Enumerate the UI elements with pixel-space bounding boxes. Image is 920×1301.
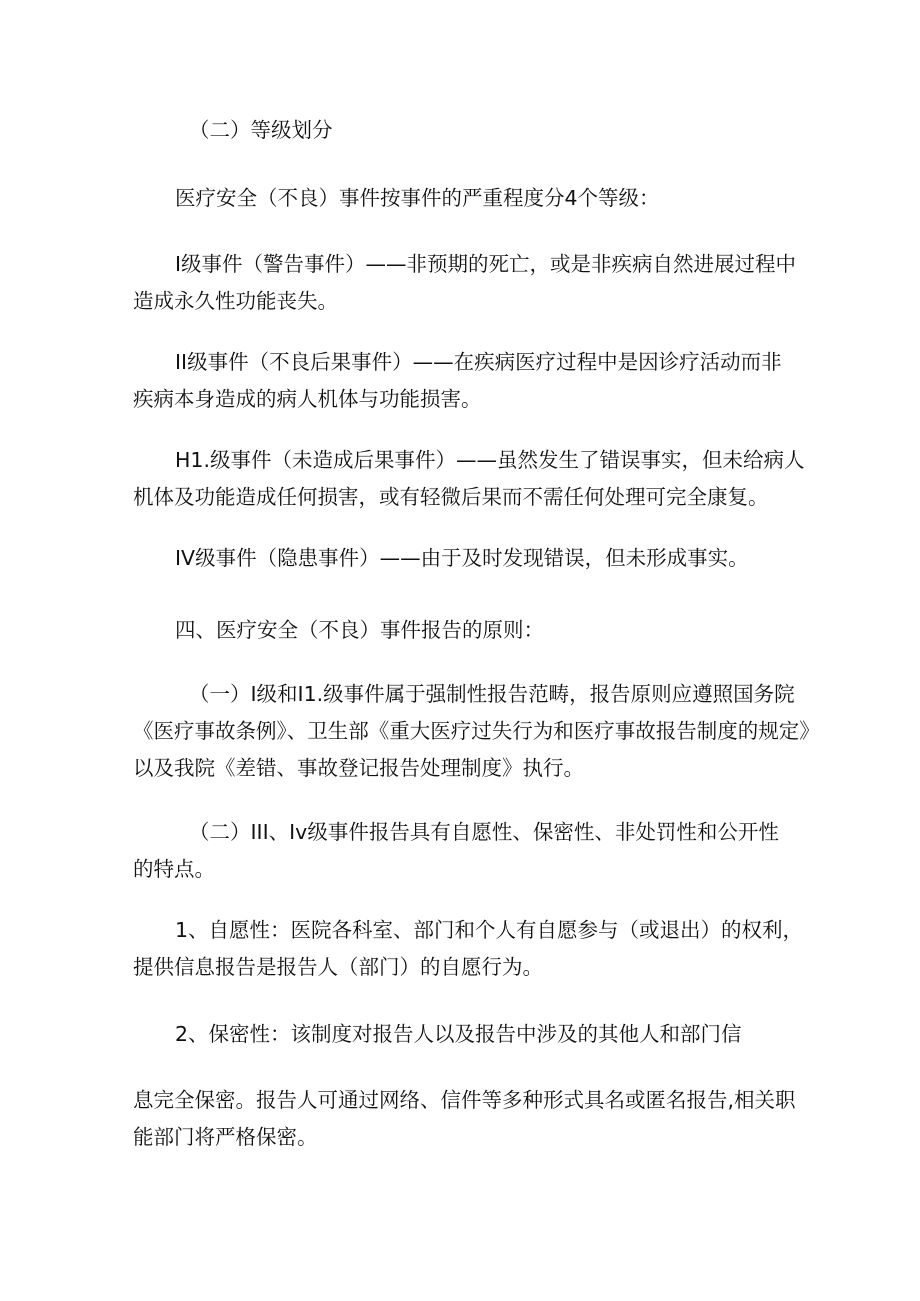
text-line: 2、保密性：该制度对报告人以及报告中涉及的其他人和部门信	[175, 1022, 742, 1046]
text-line: 提供信息报告是报告人（部门）的自愿行为。	[133, 955, 543, 979]
paragraph-level-3	[133, 442, 805, 516]
paragraph-level-4	[133, 540, 793, 577]
text-line: 造成永久性功能丧失。	[133, 289, 338, 313]
text-line: I级事件（警告事件）——非预期的死亡，或是非疾病自然进展过程中	[175, 252, 797, 276]
paragraph-level-2	[133, 344, 793, 418]
text-line: 医疗安全（不良）事件按事件的严重程度分4个等级：	[175, 186, 660, 210]
text-line: 机体及功能造成任何损害，或有轻微后果而不需任何处理可完全康复。	[133, 485, 769, 509]
text-line: 疾病本身造成的病人机体与功能损害。	[133, 387, 482, 411]
section-heading-principles	[133, 612, 793, 649]
text-line: 四、医疗安全（不良）事件报告的原则：	[175, 618, 544, 642]
section-heading-grading	[133, 112, 793, 149]
text-line: 能部门将严格保密。	[133, 1125, 318, 1149]
text-line: （二）III、Iv级事件报告具有自愿性、保密性、非处罚性和公开性	[189, 820, 779, 844]
paragraph-level-1	[133, 246, 797, 320]
text-line: 的特点。	[133, 857, 215, 881]
text-line: 《医疗事故条例》、卫生部《重大医疗过失行为和医疗事故报告制度的规定》	[133, 719, 820, 743]
text-line: IV级事件（隐患事件）——由于及时发现错误，但未形成事实。	[175, 546, 749, 570]
text-line: （一）I级和I1.级事件属于强制性报告范畴，报告原则应遵照国务院	[189, 682, 795, 706]
paragraph-grading-intro	[133, 180, 793, 217]
text-line: H1.级事件（未造成后果事件）——虽然发生了错误事实，但未给病人	[175, 448, 805, 472]
text-line: II级事件（不良后果事件）——在疾病医疗过程中是因诊疗活动而非	[175, 350, 782, 374]
paragraph-confidentiality-cont	[133, 1082, 796, 1156]
paragraph-confidentiality	[133, 1016, 793, 1053]
text-line: 1、自愿性：医院各科室、部门和个人有自愿参与（或退出）的权利，	[175, 918, 804, 942]
paragraph-voluntariness	[133, 912, 804, 986]
text-line: （二）等级划分	[189, 118, 333, 142]
text-line: 息完全保密。报告人可通过网络、信件等多种形式具名或匿名报告,相关职	[133, 1088, 796, 1112]
text-line: 以及我院《差错、事故登记报告处理制度》执行。	[133, 756, 584, 780]
paragraph-mandatory-reporting	[133, 676, 820, 787]
paragraph-voluntary-reporting	[133, 814, 793, 888]
